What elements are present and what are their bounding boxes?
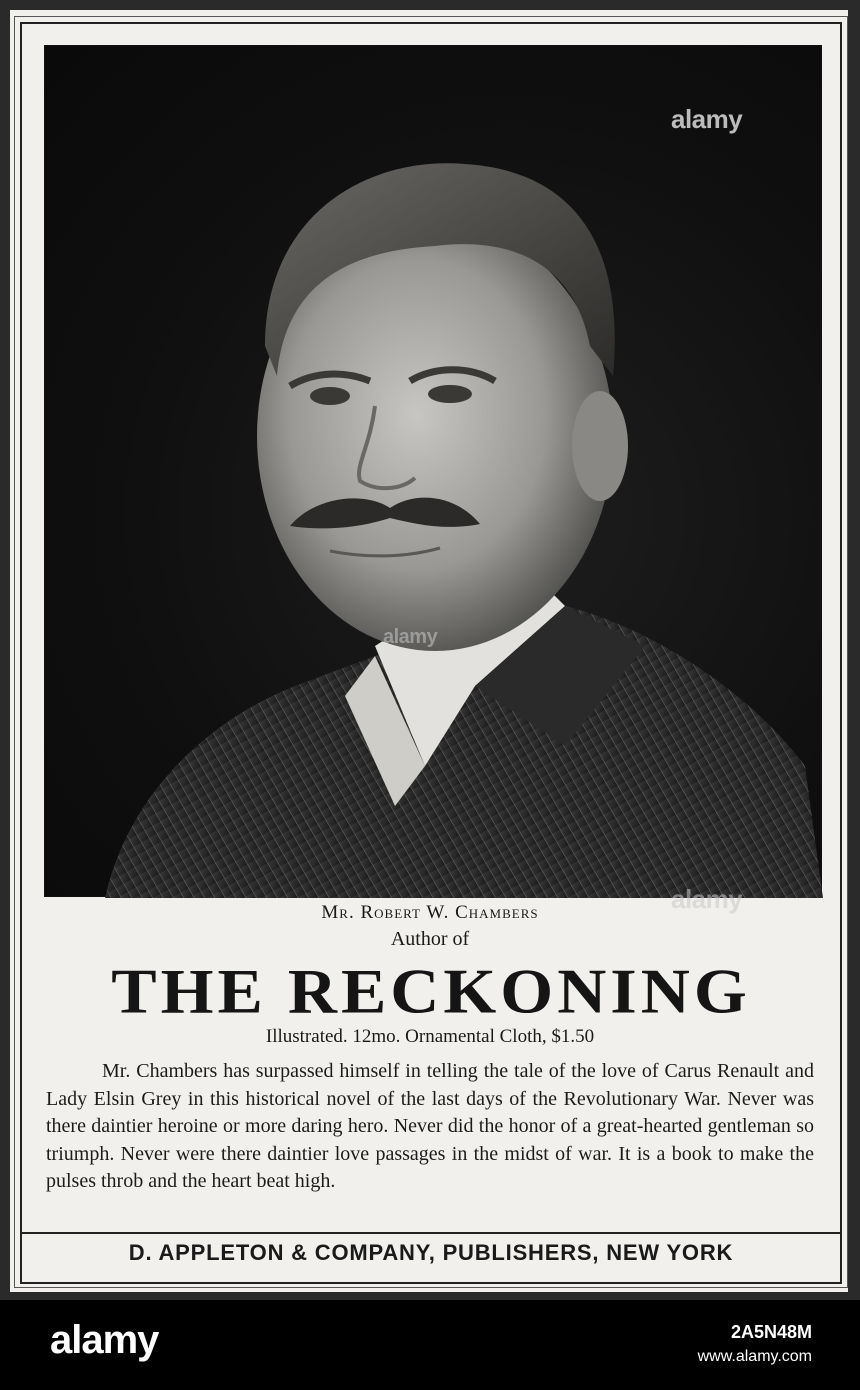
- right-eye: [428, 385, 472, 403]
- stock-logo: alamy: [50, 1318, 159, 1362]
- image-id-label: 2A5N48M: [730, 1322, 812, 1342]
- author-name: Mr. Robert W. Chambers: [321, 902, 539, 923]
- portrait-drawing: [45, 46, 823, 898]
- book-description: Mr. Chambers has surpassed himself in telling the tale of the love of Carus Renault and Lady Elsin Grey in this historical novel of the last days of the Revolutionary War. Never was there daintier heroine or more daring hero. Never did the honor of a great-hearted gentleman so triumph. Never were there daintier love passages in the midst of war. It is a book to make the pulses throb and the heart beat high.: [46, 1060, 814, 1192]
- book-title: THE RECKONING: [111, 955, 751, 1027]
- site-url: www.alamy.com: [697, 1348, 812, 1365]
- book-details: Illustrated. 12mo. Ornamental Cloth, $1.50: [265, 1026, 595, 1047]
- left-eye: [310, 387, 350, 405]
- author-of-label: Author of: [390, 928, 470, 950]
- watermark-label-center: alamy: [383, 626, 438, 648]
- watermark-label-top: alamy: [671, 104, 743, 134]
- ear: [572, 391, 628, 501]
- publisher-line: D. APPLETON & COMPANY, PUBLISHERS, NEW YORK: [128, 1240, 734, 1265]
- watermark-label-bottom: alamy: [671, 884, 743, 914]
- divider-rule: [20, 1232, 842, 1234]
